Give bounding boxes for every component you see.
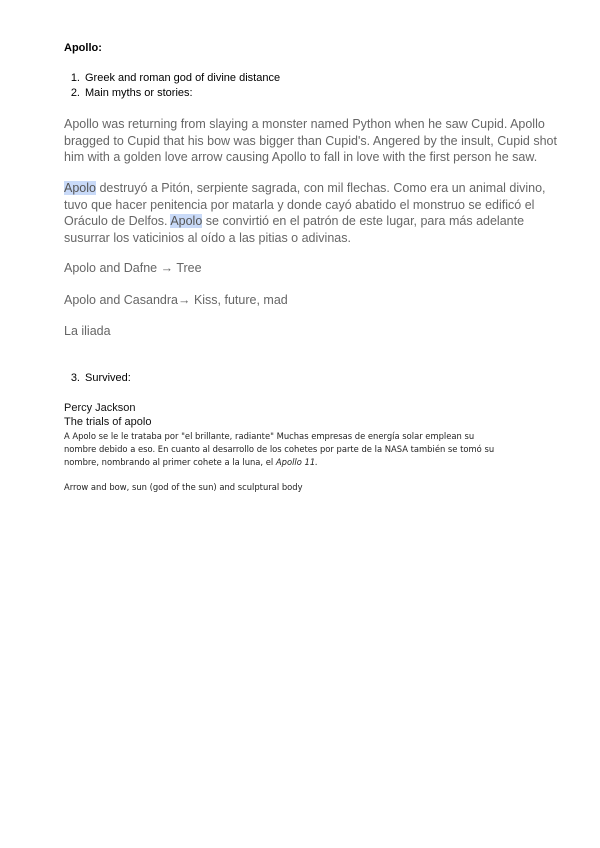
- list-item-1: [66, 72, 366, 86]
- paragraph-line: tuvo que hacer penitencia por matarla y donde cayó abatido el monstruo se edificó el: [64, 197, 535, 212]
- list-number: 1.: [70, 72, 80, 84]
- casandra-line: Apolo and Casandra→ Kiss, future, mad: [64, 293, 288, 307]
- myth-paragraph-english: [64, 116, 557, 166]
- survived-item-percy-jackson: Percy Jackson: [64, 402, 136, 414]
- dafne-line: Apolo and Dafne → Tree: [64, 261, 202, 275]
- paragraph-line: Apollo was returning from slaying a monster named Python when he saw Cupid. Apollo: [64, 117, 545, 131]
- survived-detail-paragraph: [64, 430, 494, 469]
- italic-text: Apollo 11.: [275, 457, 318, 467]
- list-text: Survived:: [85, 372, 131, 384]
- highlighted-word: Apolo: [170, 214, 203, 228]
- line-text: Oráculo de Delfos.: [64, 214, 171, 228]
- paragraph-line: [64, 213, 546, 230]
- symbols-line: Arrow and bow, sun (god of the sun) and sculptural body: [64, 482, 303, 492]
- paragraph-line: [64, 180, 546, 197]
- paragraph-line: him with a golden love arrow causing Apollo to fall in love with the first person he saw.: [64, 150, 538, 164]
- paragraph-line: A Apolo se le le trataba por "el brillante, radiante" Muchas empresas de energía solar emplean su: [64, 431, 475, 441]
- highlighted-word: Apolo: [64, 181, 96, 195]
- list-item-3: [66, 372, 366, 386]
- page-title: Apollo:: [64, 42, 102, 54]
- paragraph-line: [64, 456, 494, 469]
- survived-item-trials-of-apolo: The trials of apolo: [64, 416, 152, 428]
- myth-paragraph-spanish: [64, 180, 546, 246]
- paragraph-line: nombre debido a eso. En cuanto al desarrollo de los cohetes por parte de la NASA también se tomó su: [64, 444, 495, 454]
- list-text: Greek and roman god of divine distance: [85, 72, 281, 84]
- paragraph-line: bragged to Cupid that his bow was bigger than Cupid's. Angered by the insult, Cupid shot: [64, 133, 557, 148]
- list-item-2: [66, 87, 366, 101]
- list-number: 3.: [70, 372, 80, 384]
- line-text: se convirtió en el patrón de este lugar, para más adelante: [202, 214, 525, 228]
- list-number: 2.: [70, 87, 80, 99]
- line-text: destruyó a Pitón, serpiente sagrada, con mil flechas. Como era un animal divino,: [95, 181, 546, 195]
- list-text: Main myths or stories:: [85, 87, 193, 99]
- iliada-line: La iliada: [64, 324, 111, 338]
- line-text: nombre, nombrando al primer cohete a la luna, el: [64, 457, 276, 467]
- paragraph-line: susurrar los vaticinios al oído a las pitias o adivinas.: [64, 230, 351, 245]
